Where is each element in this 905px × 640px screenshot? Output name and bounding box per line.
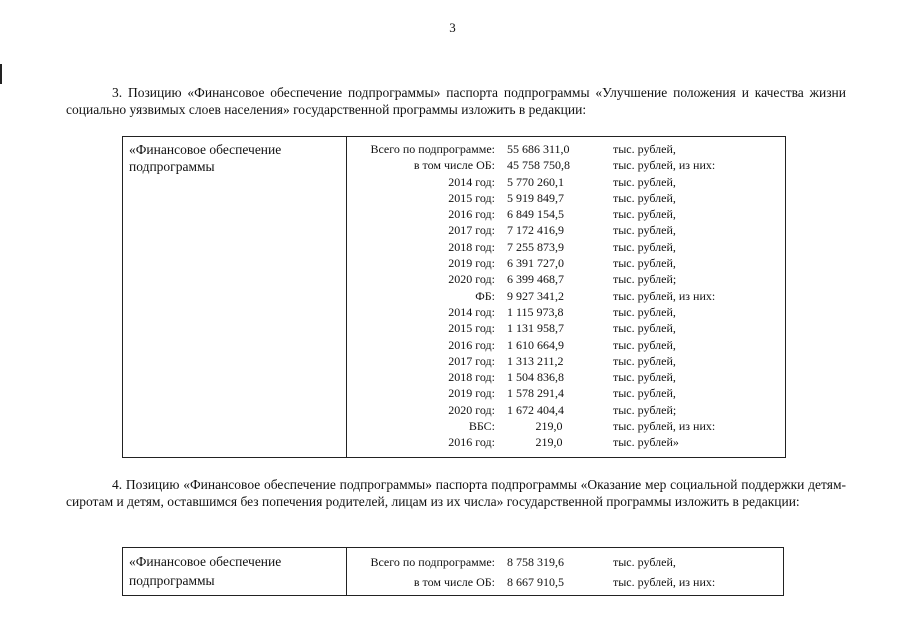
finance-row-unit: тыс. рублей, bbox=[613, 353, 676, 368]
finance-row-unit: тыс. рублей; bbox=[613, 272, 677, 287]
finance-row bbox=[347, 271, 785, 287]
finance-row bbox=[347, 239, 785, 255]
finance-row-label: 2018 год: bbox=[448, 370, 495, 385]
section-3-left-title: «Финансовое обеспечение подпрограммы bbox=[123, 137, 347, 457]
section-4-left-title: «Финансовое обеспечение подпрограммы bbox=[123, 548, 347, 595]
finance-row-label: ВБС: bbox=[468, 419, 495, 434]
finance-row bbox=[347, 157, 785, 173]
finance-row-unit: тыс. рублей, bbox=[613, 190, 676, 205]
finance-row-label: ФБ: bbox=[475, 288, 495, 303]
finance-row-value: 5 919 849,7 bbox=[507, 190, 564, 205]
finance-row-value: 6 391 727,0 bbox=[507, 256, 564, 271]
finance-row bbox=[347, 222, 785, 238]
finance-row-label: 2015 год: bbox=[448, 321, 495, 336]
section-3-paragraph bbox=[66, 84, 846, 118]
finance-row bbox=[347, 552, 783, 572]
finance-row-label: 2016 год: bbox=[448, 207, 495, 222]
finance-row bbox=[347, 572, 783, 592]
finance-row-unit: тыс. рублей» bbox=[613, 435, 679, 450]
finance-row-unit: тыс. рублей, bbox=[613, 304, 676, 319]
finance-row bbox=[347, 288, 785, 304]
finance-row-value: 219,0 bbox=[535, 419, 563, 434]
finance-row bbox=[347, 434, 785, 450]
finance-row-label: в том числе ОБ: bbox=[413, 575, 495, 589]
section-3-finance-table bbox=[122, 136, 786, 458]
section-4-paragraph bbox=[66, 476, 846, 510]
finance-row-unit: тыс. рублей, bbox=[613, 370, 676, 385]
finance-row-value: 7 172 416,9 bbox=[507, 223, 564, 238]
finance-row-value: 7 255 873,9 bbox=[507, 239, 564, 254]
finance-row-unit: тыс. рублей, bbox=[613, 174, 676, 189]
section-4-text: 4. Позицию «Финансовое обеспечение подпрограммы» паспорта подпрограммы «Оказание мер социальной поддержки детям-сиротам и детям, оставшимся без попечения родителей, лицам из их числа» государственной программы изложить в редакции: bbox=[66, 477, 846, 509]
finance-row-unit: тыс. рублей, bbox=[613, 256, 676, 271]
finance-row-unit: тыс. рублей, из них: bbox=[613, 158, 716, 173]
finance-row-value: 1 672 404,4 bbox=[507, 402, 564, 417]
finance-row-unit: тыс. рублей, bbox=[613, 386, 676, 401]
finance-row-unit: тыс. рублей, bbox=[613, 207, 676, 222]
finance-row bbox=[347, 255, 785, 271]
finance-row-value: 5 770 260,1 bbox=[507, 174, 564, 189]
finance-row-value: 1 504 836,8 bbox=[507, 370, 564, 385]
finance-row bbox=[347, 190, 785, 206]
finance-row bbox=[347, 206, 785, 222]
finance-row bbox=[347, 141, 785, 157]
finance-row bbox=[347, 353, 785, 369]
section-4-finance-table bbox=[122, 547, 784, 596]
section-3-text: 3. Позицию «Финансовое обеспечение подпрограммы» паспорта подпрограммы «Улучшение положения и качества жизни социально уязвимых слоев населения» государственной программы изложить в редакции: bbox=[66, 85, 846, 117]
finance-row-value: 1 610 664,9 bbox=[507, 337, 564, 352]
finance-row-value: 1 578 291,4 bbox=[507, 386, 564, 401]
page-number: 3 bbox=[449, 20, 456, 35]
finance-row-label: 2015 год: bbox=[448, 190, 495, 205]
finance-row-unit: тыс. рублей, из них: bbox=[613, 575, 716, 589]
finance-row-label: 2019 год: bbox=[448, 256, 495, 271]
finance-row-value: 219,0 bbox=[535, 435, 563, 450]
finance-row-unit: тыс. рублей; bbox=[613, 402, 677, 417]
finance-row-value: 9 927 341,2 bbox=[507, 288, 564, 303]
finance-row bbox=[347, 418, 785, 434]
finance-row bbox=[347, 369, 785, 385]
finance-row bbox=[347, 402, 785, 418]
finance-row-label: 2017 год: bbox=[448, 353, 495, 368]
finance-row-label: 2019 год: bbox=[448, 386, 495, 401]
finance-row-value: 6 849 154,5 bbox=[507, 207, 564, 222]
finance-row-unit: тыс. рублей, bbox=[613, 321, 676, 336]
finance-row-value: 8 667 910,5 bbox=[507, 575, 564, 589]
finance-row-label: 2018 год: bbox=[448, 239, 495, 254]
finance-row-unit: тыс. рублей, из них: bbox=[613, 419, 716, 434]
finance-row-label: 2014 год: bbox=[448, 304, 495, 319]
finance-row-value: 55 686 311,0 bbox=[507, 142, 570, 156]
finance-row-label: 2014 год: bbox=[448, 174, 495, 189]
finance-row-unit: тыс. рублей, из них: bbox=[613, 288, 716, 303]
finance-row-label: в том числе ОБ: bbox=[413, 158, 495, 173]
finance-row-unit: тыс. рублей, bbox=[613, 223, 676, 238]
finance-row-label: 2017 год: bbox=[448, 223, 495, 238]
finance-row-label: 2016 год: bbox=[448, 337, 495, 352]
finance-row-label: 2020 год: bbox=[448, 402, 495, 417]
finance-row-unit: тыс. рублей, bbox=[613, 555, 676, 569]
section-3-finance-rows bbox=[347, 137, 785, 457]
finance-row-label: 2020 год: bbox=[448, 272, 495, 287]
margin-mark bbox=[0, 64, 2, 84]
finance-row-value: 1 115 973,8 bbox=[507, 304, 564, 319]
finance-row bbox=[347, 174, 785, 190]
finance-row bbox=[347, 337, 785, 353]
finance-row-label: 2016 год: bbox=[448, 435, 495, 450]
finance-row bbox=[347, 304, 785, 320]
finance-row-unit: тыс. рублей, bbox=[613, 239, 676, 254]
finance-row-value: 1 313 211,2 bbox=[507, 353, 564, 368]
finance-row-unit: тыс. рублей, bbox=[613, 142, 676, 156]
finance-row-value: 6 399 468,7 bbox=[507, 272, 564, 287]
finance-row bbox=[347, 320, 785, 336]
finance-row-unit: тыс. рублей, bbox=[613, 337, 676, 352]
finance-row-label: Всего по подпрограмме: bbox=[370, 555, 495, 569]
finance-row bbox=[347, 385, 785, 401]
finance-row-value: 45 758 750,8 bbox=[507, 158, 570, 173]
finance-row-value: 8 758 319,6 bbox=[507, 555, 564, 569]
finance-row-label: Всего по подпрограмме: bbox=[370, 142, 495, 156]
finance-row-value: 1 131 958,7 bbox=[507, 321, 564, 336]
section-4-finance-rows bbox=[347, 548, 783, 595]
